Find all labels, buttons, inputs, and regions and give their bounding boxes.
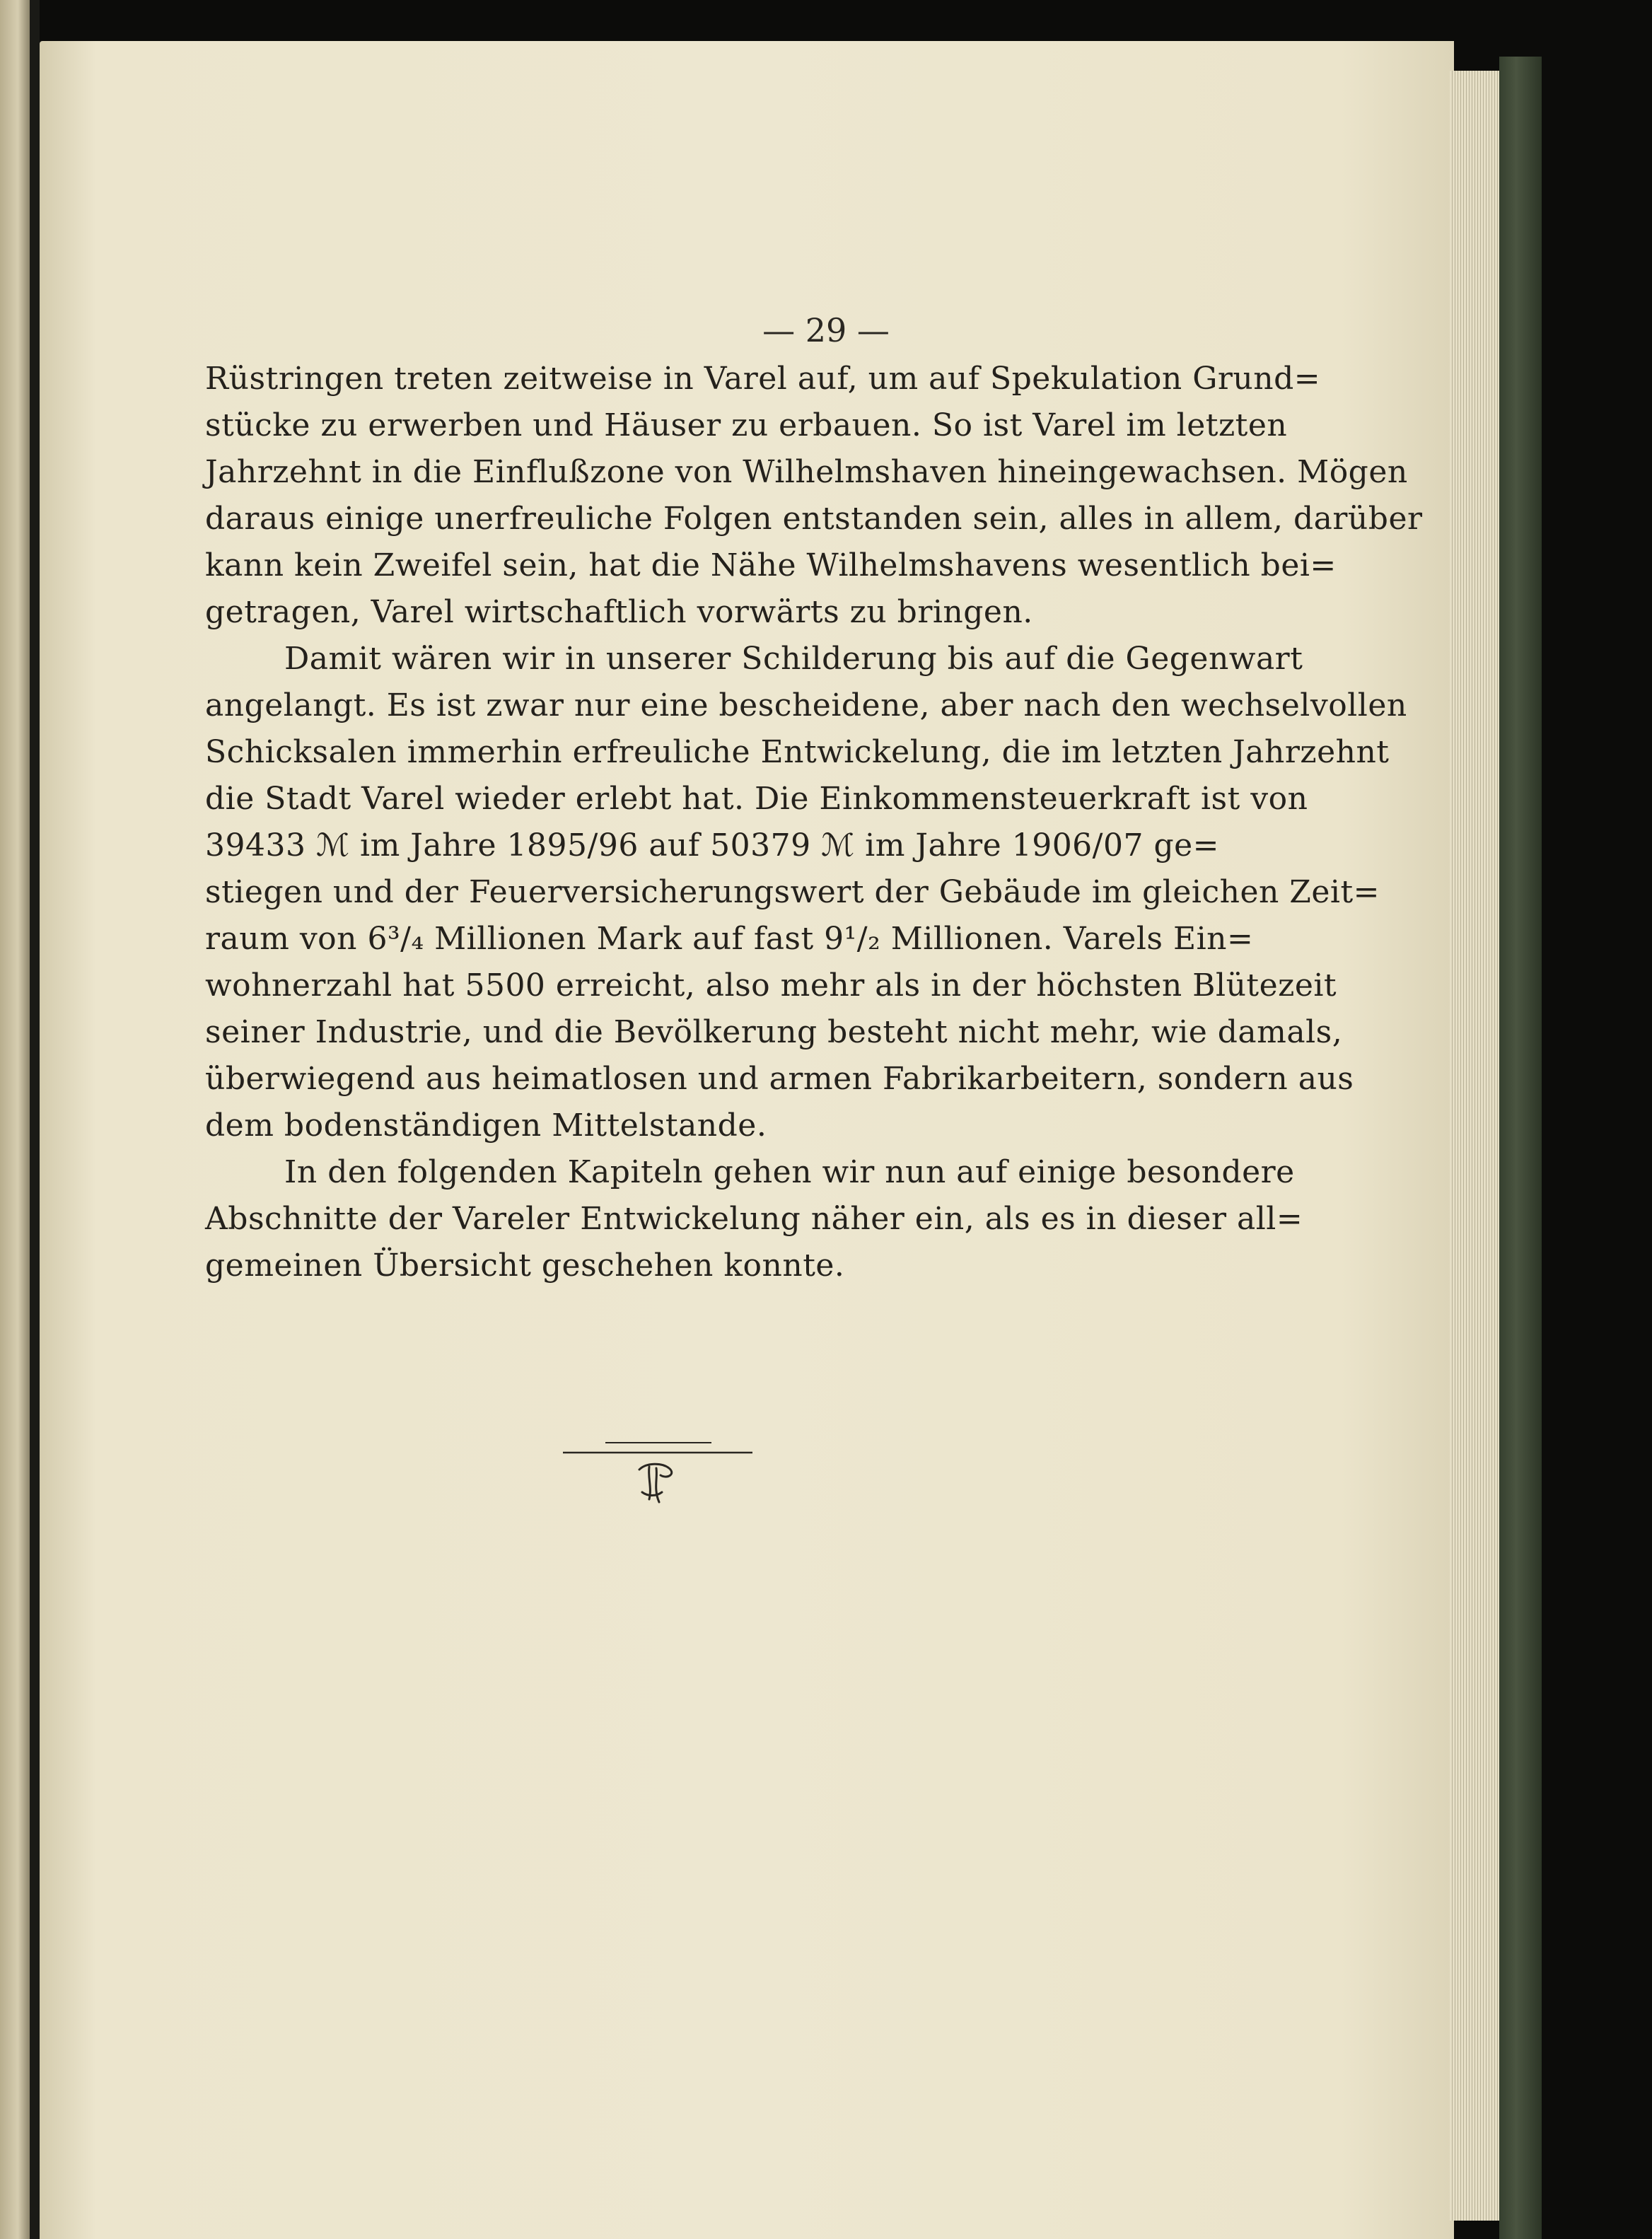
page-block-edge	[1450, 71, 1499, 2221]
page-number: — 29 —	[762, 311, 890, 349]
text-line: Rüstringen treten zeitweise in Varel auf, um auf Spekulation Grund=	[205, 361, 1321, 397]
text-line: 39433 ℳ im Jahre 1895/96 auf 50379 ℳ im Jahre 1906/07 ge=	[205, 827, 1220, 863]
section-end-ornament	[563, 1429, 752, 1528]
text-line: dem bodenständigen Mittelstande.	[205, 1107, 767, 1144]
text-line: überwiegend aus heimatlosen und armen Fabrikarbeitern, sondern aus	[205, 1061, 1354, 1097]
text-line: stücke zu erwerben und Häuser zu erbauen. So ist Varel im letzten	[205, 407, 1288, 443]
text-line: angelangt. Es ist zwar nur eine bescheidene, aber nach den wechselvollen	[205, 687, 1407, 723]
text-line: seiner Industrie, und die Bevölkerung besteht nicht mehr, wie damals,	[205, 1014, 1343, 1050]
text-line: daraus einige unerfreuliche Folgen entstanden sein, alles in allem, darüber	[205, 501, 1423, 537]
text-line: In den folgenden Kapiteln gehen wir nun auf einige besondere	[284, 1154, 1295, 1190]
text-line: kann kein Zweifel sein, hat die Nähe Wilhelmshavens wesentlich bei=	[205, 547, 1337, 583]
text-line: raum von 6³/₄ Millionen Mark auf fast 9¹/₂ Millionen. Varels Ein=	[205, 921, 1254, 957]
text-line: Jahrzehnt in die Einflußzone von Wilhelmshaven hineingewachsen. Mögen	[205, 454, 1408, 490]
text-line: die Stadt Varel wieder erlebt hat. Die Einkommensteuerkraft ist von	[205, 781, 1308, 817]
book-cover-edge	[1499, 57, 1542, 2239]
text-line: Abschnitte der Vareler Entwickelung näher ein, als es in dieser all=	[205, 1201, 1303, 1237]
text-line: Damit wären wir in unserer Schilderung bis auf die Gegenwart	[284, 641, 1303, 677]
text-line: stiegen und der Feuerversicherungswert der Gebäude im gleichen Zeit=	[205, 874, 1380, 910]
text-line: getragen, Varel wirtschaftlich vorwärts zu bringen.	[205, 594, 1033, 630]
text-line: Schicksalen immerhin erfreuliche Entwickelung, die im letzten Jahrzehnt	[205, 734, 1390, 770]
text-line: gemeinen Übersicht geschehen konnte.	[205, 1248, 845, 1284]
text-line: wohnerzahl hat 5500 erreicht, also mehr als in der höchsten Blütezeit	[205, 967, 1337, 1004]
